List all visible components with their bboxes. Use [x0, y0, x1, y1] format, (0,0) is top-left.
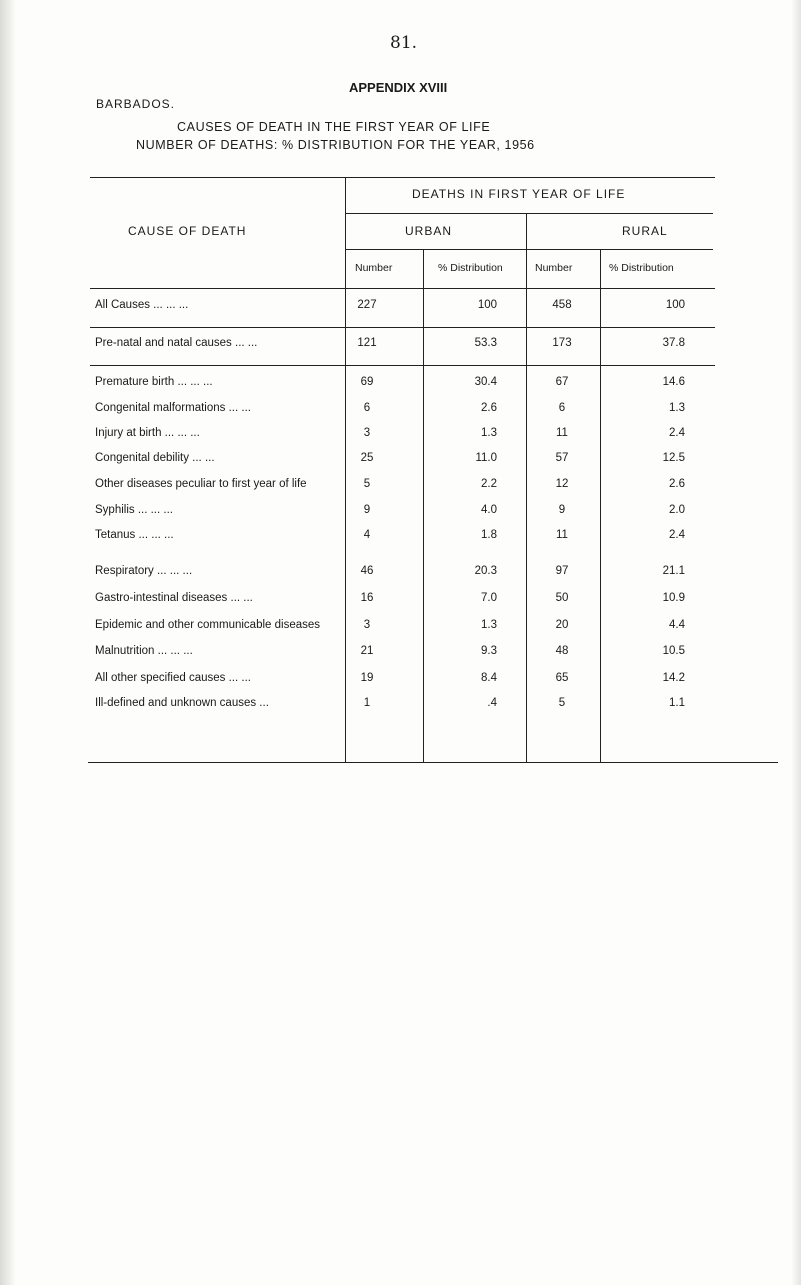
urban-number: 1	[363, 697, 371, 709]
rural-number: 65	[555, 672, 569, 684]
cause-label: Other diseases peculiar to first year of life	[95, 478, 307, 490]
rule-urban-rural	[345, 213, 713, 214]
cause-label: All other specified causes ... ...	[95, 672, 251, 684]
cause-label: Ill-defined and unknown causes ...	[95, 697, 269, 709]
urban-distribution: 1.3	[481, 619, 497, 631]
urban-number: 9	[363, 504, 371, 516]
cause-of-death-header: CAUSE OF DEATH	[128, 224, 247, 238]
rule-urban-rural-divider	[526, 213, 527, 762]
urban-distribution: 20.3	[474, 565, 497, 577]
rural-number-header: Number	[535, 262, 573, 274]
cause-label: All Causes ... ... ...	[95, 299, 189, 311]
cause-label: Premature birth ... ... ...	[95, 376, 213, 388]
cause-label: Syphilis ... ... ...	[95, 504, 173, 516]
rule-rural-number	[600, 249, 601, 762]
rural-number: 11	[556, 427, 568, 439]
rural-number: 11	[556, 529, 568, 541]
rural-number: 458	[552, 299, 572, 311]
urban-distribution: 4.0	[481, 504, 497, 516]
urban-distribution: 1.8	[481, 529, 497, 541]
country-label: BARBADOS.	[96, 97, 176, 111]
rural-header: RURAL	[622, 224, 668, 238]
rural-number: 9	[558, 504, 566, 516]
urban-distribution: 11.0	[475, 452, 497, 464]
rule-top	[90, 177, 715, 178]
urban-distribution: 100	[477, 299, 497, 311]
rural-distribution: 12.5	[662, 452, 685, 464]
rural-number: 12	[555, 478, 569, 490]
urban-distribution: 1.3	[481, 427, 497, 439]
cause-label: Congenital debility ... ...	[95, 452, 215, 464]
rural-number: 67	[555, 376, 569, 388]
urban-distribution: 2.6	[481, 402, 497, 414]
urban-number: 121	[357, 337, 377, 349]
rural-distribution: 2.0	[669, 504, 685, 516]
cause-label: Tetanus ... ... ...	[95, 529, 174, 541]
urban-number: 5	[363, 478, 371, 490]
rural-number: 48	[555, 645, 569, 657]
table-title: CAUSES OF DEATH IN THE FIRST YEAR OF LIFE	[177, 120, 491, 134]
urban-number: 227	[357, 299, 377, 311]
scan-shadow-right	[791, 0, 801, 1285]
urban-distribution: 53.3	[474, 337, 497, 349]
urban-number: 21	[360, 645, 374, 657]
urban-distribution: 9.3	[481, 645, 497, 657]
rule-header-bottom	[90, 288, 715, 289]
rural-distribution: 2.4	[669, 529, 685, 541]
rule-all-causes	[90, 327, 715, 328]
cause-label: Injury at birth ... ... ...	[95, 427, 200, 439]
urban-number: 46	[360, 565, 374, 577]
rural-number: 50	[555, 592, 569, 604]
rural-distribution: 10.5	[662, 645, 685, 657]
scan-shadow-left	[0, 0, 16, 1285]
urban-number: 6	[363, 402, 371, 414]
page-number: 81.	[390, 33, 418, 53]
urban-distribution: 7.0	[481, 592, 497, 604]
cause-label: Malnutrition ... ... ...	[95, 645, 193, 657]
rural-distribution: 100	[665, 299, 685, 311]
cause-label: Pre-natal and natal causes ... ...	[95, 337, 258, 349]
rule-prenatal	[90, 365, 715, 366]
urban-distribution: .4	[487, 697, 497, 709]
urban-distribution: 30.4	[474, 376, 497, 388]
rural-distribution: 14.6	[662, 376, 685, 388]
cause-label: Epidemic and other communicable diseases	[95, 619, 321, 631]
rural-number: 6	[558, 402, 566, 414]
rural-distribution: 2.6	[669, 478, 685, 490]
rural-number: 20	[555, 619, 569, 631]
urban-number: 16	[360, 592, 374, 604]
urban-header: URBAN	[405, 224, 453, 238]
rule-urban-number	[423, 249, 424, 762]
urban-distribution: 2.2	[481, 478, 497, 490]
rural-number: 5	[558, 697, 566, 709]
rural-distribution: 14.2	[662, 672, 685, 684]
rural-distribution: 4.4	[669, 619, 685, 631]
rural-distribution: 10.9	[662, 592, 685, 604]
rural-number: 173	[552, 337, 572, 349]
cause-label: Congenital malformations ... ...	[95, 402, 251, 414]
urban-number: 4	[363, 529, 371, 541]
urban-number: 69	[360, 376, 374, 388]
rural-number: 57	[555, 452, 569, 464]
rural-distribution: 1.3	[669, 402, 685, 414]
rural-distribution: 2.4	[669, 427, 685, 439]
rural-distribution: 21.1	[662, 565, 685, 577]
cause-label: Gastro-intestinal diseases ... ...	[95, 592, 253, 604]
urban-number: 25	[360, 452, 374, 464]
rural-distribution: 37.8	[662, 337, 685, 349]
appendix-title: APPENDIX XVIII	[349, 80, 448, 95]
table-subtitle: NUMBER OF DEATHS: % DISTRIBUTION FOR THE YEAR, 1956	[136, 138, 535, 152]
urban-number-header: Number	[355, 262, 393, 274]
cause-label: Respiratory ... ... ...	[95, 565, 193, 577]
urban-number: 3	[363, 427, 371, 439]
rural-distribution-header: % Distribution	[609, 262, 674, 274]
rural-distribution: 1.1	[669, 697, 685, 709]
urban-number: 3	[363, 619, 371, 631]
urban-distribution-header: % Distribution	[438, 262, 503, 274]
deaths-first-year-header: DEATHS IN FIRST YEAR OF LIFE	[412, 187, 626, 201]
rule-subheader	[345, 249, 713, 250]
urban-number: 19	[360, 672, 374, 684]
rule-bottom	[88, 762, 778, 763]
urban-distribution: 8.4	[481, 672, 497, 684]
rural-number: 97	[555, 565, 569, 577]
